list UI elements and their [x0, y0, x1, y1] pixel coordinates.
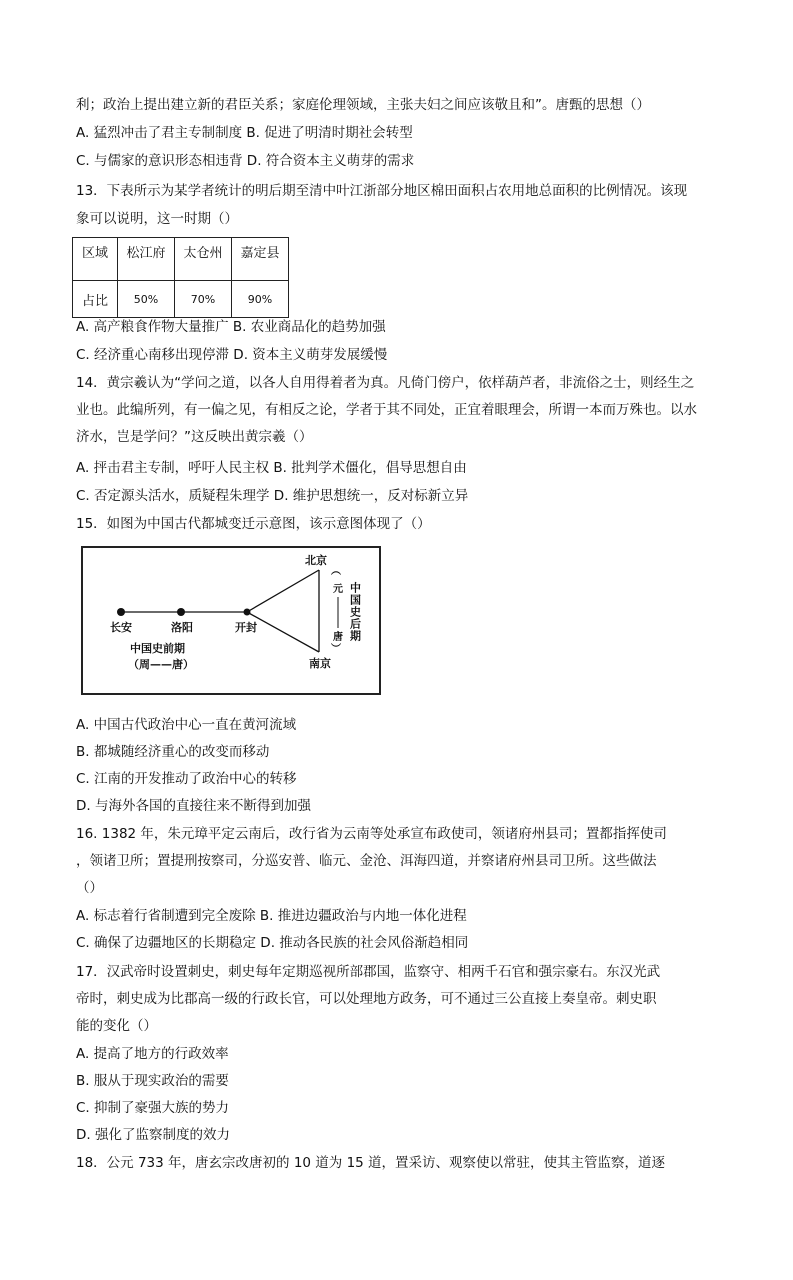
late-range-open-paren: ︵ [331, 566, 341, 577]
q17-option-d: D. 强化了监察制度的效力 [76, 1127, 230, 1143]
kaifeng-dot [244, 609, 251, 616]
city-label-kaifeng: 开封 [235, 621, 257, 634]
q14-stem-line3: 济水，岂是学问？”这反映出黄宗羲（） [76, 429, 313, 445]
table-cell: 90% [232, 281, 289, 318]
q16-options-ab: A. 标志着行省制遭到完全废除 B. 推进边疆政治与内地一体化进程 [76, 908, 467, 924]
table-header-cell: 太仓州 [175, 238, 232, 281]
q16-options-cd: C. 确保了边疆地区的长期稳定 D. 推动各民族的社会风俗渐趋相同 [76, 935, 469, 951]
q13-table [72, 237, 289, 318]
city-label-nanjing: 南京 [309, 657, 331, 670]
city-label-changan: 长安 [110, 621, 132, 634]
early-period-title: 中国史前期 [130, 642, 185, 655]
q15-stem: 15．如图为中国古代都城变迁示意图，该示意图体现了（） [76, 516, 431, 532]
q17-stem-line1: 17．汉武帝时设置刺史，刺史每年定期巡视所部郡国，监察守、相两千石官和强宗豪右。东汉光武 [76, 964, 661, 980]
capital-migration-diagram [81, 546, 381, 695]
q15-option-a: A. 中国古代政治中心一直在黄河流域 [76, 717, 297, 733]
q13-stem-line1: 13．下表所示为某学者统计的明后期至清中叶江浙部分地区棉田面积占农用地总面积的比例情况。该现 [76, 183, 688, 199]
changan-dot [117, 608, 125, 616]
q14-stem-line1: 14．黄宗羲认为“学问之道，以各人自用得着者为真。凡倚门傍户，依样葫芦者，非流俗之士，则经生之 [76, 375, 695, 391]
branch-to-nanjing [247, 612, 319, 652]
early-period-range: （周——唐） [128, 658, 194, 671]
q17-option-a: A. 提高了地方的行政效率 [76, 1046, 229, 1062]
q14-options-ab: A. 抨击君主专制，呼吁人民主权 B. 批判学术僵化，倡导思想自由 [76, 460, 467, 476]
late-range-bottom: 唐 [333, 632, 343, 643]
q12-options-ab: A. 猛烈冲击了君主专制制度 B. 促进了明清时期社会转型 [76, 125, 413, 141]
table-cell: 占比 [73, 281, 118, 318]
table-header-cell: 嘉定县 [232, 238, 289, 281]
q16-stem-line3: （） [76, 880, 103, 896]
q12-stem-tail: 利；政治上提出建立新的君臣关系；家庭伦理领域，主张夫妇之间应该敬且和”。唐甄的思想（） [76, 97, 650, 113]
q15-option-c: C. 江南的开发推动了政治中心的转移 [76, 771, 297, 787]
q18-stem-line1: 18．公元 733 年，唐玄宗改唐初的 10 道为 15 道，置采访、观察使以常驻，使其主管监察，道逐 [76, 1155, 666, 1171]
luoyang-dot [177, 608, 185, 616]
q14-options-cd: C. 否定源头活水，质疑程朱理学 D. 维护思想统一，反对标新立异 [76, 488, 469, 504]
table-header-cell: 松江府 [118, 238, 175, 281]
q17-option-c: C. 抑制了豪强大族的势力 [76, 1100, 230, 1116]
q13-stem-line2: 象可以说明，这一时期（） [76, 211, 238, 227]
late-range-close-paren: ︶ [331, 644, 341, 655]
q16-stem-line1: 16. 1382 年，朱元璋平定云南后，改行省为云南等处承宣布政使司，领诸府州县司；置都指挥使司 [76, 826, 667, 842]
q16-stem-line2: ，领诸卫所；置提刑按察司，分巡安普、临元、金沧、洱海四道，并察诸府州县司卫所。这些做法 [76, 853, 657, 869]
table-cell: 70% [175, 281, 232, 318]
q15-option-d: D. 与海外各国的直接往来不断得到加强 [76, 798, 311, 814]
q17-stem-line2: 帝时，刺史成为比郡高一级的行政长官，可以处理地方政务，可不通过三公直接上奏皇帝。刺史职 [76, 991, 657, 1007]
q17-option-b: B. 服从于现实政治的需要 [76, 1073, 229, 1089]
table-cell: 50% [118, 281, 175, 318]
q12-options-cd: C. 与儒家的意识形态相违背 D. 符合资本主义萌芽的需求 [76, 153, 415, 169]
q15-option-b: B. 都城随经济重心的改变而移动 [76, 744, 270, 760]
city-label-luoyang: 洛阳 [171, 621, 193, 634]
q13-options-cd: C. 经济重心南移出现停滞 D. 资本主义萌芽发展缓慢 [76, 347, 388, 363]
late-range-top: 元 [333, 584, 343, 595]
q14-stem-line2: 业也。此编所列，有一偏之见，有相反之论，学者于其不同处，正宜着眼理会，所谓一本而万殊也。以水 [76, 402, 697, 418]
branch-to-beijing [247, 570, 319, 612]
q13-options-ab: A. 高产粮食作物大量推广 B. 农业商品化的趋势加强 [76, 319, 386, 335]
city-label-beijing: 北京 [305, 554, 327, 567]
q17-stem-line3: 能的变化（） [76, 1018, 157, 1034]
late-period-title: 中国史后期 [348, 582, 362, 642]
diagram-svg [83, 548, 379, 693]
table-header-cell: 区域 [73, 238, 118, 281]
